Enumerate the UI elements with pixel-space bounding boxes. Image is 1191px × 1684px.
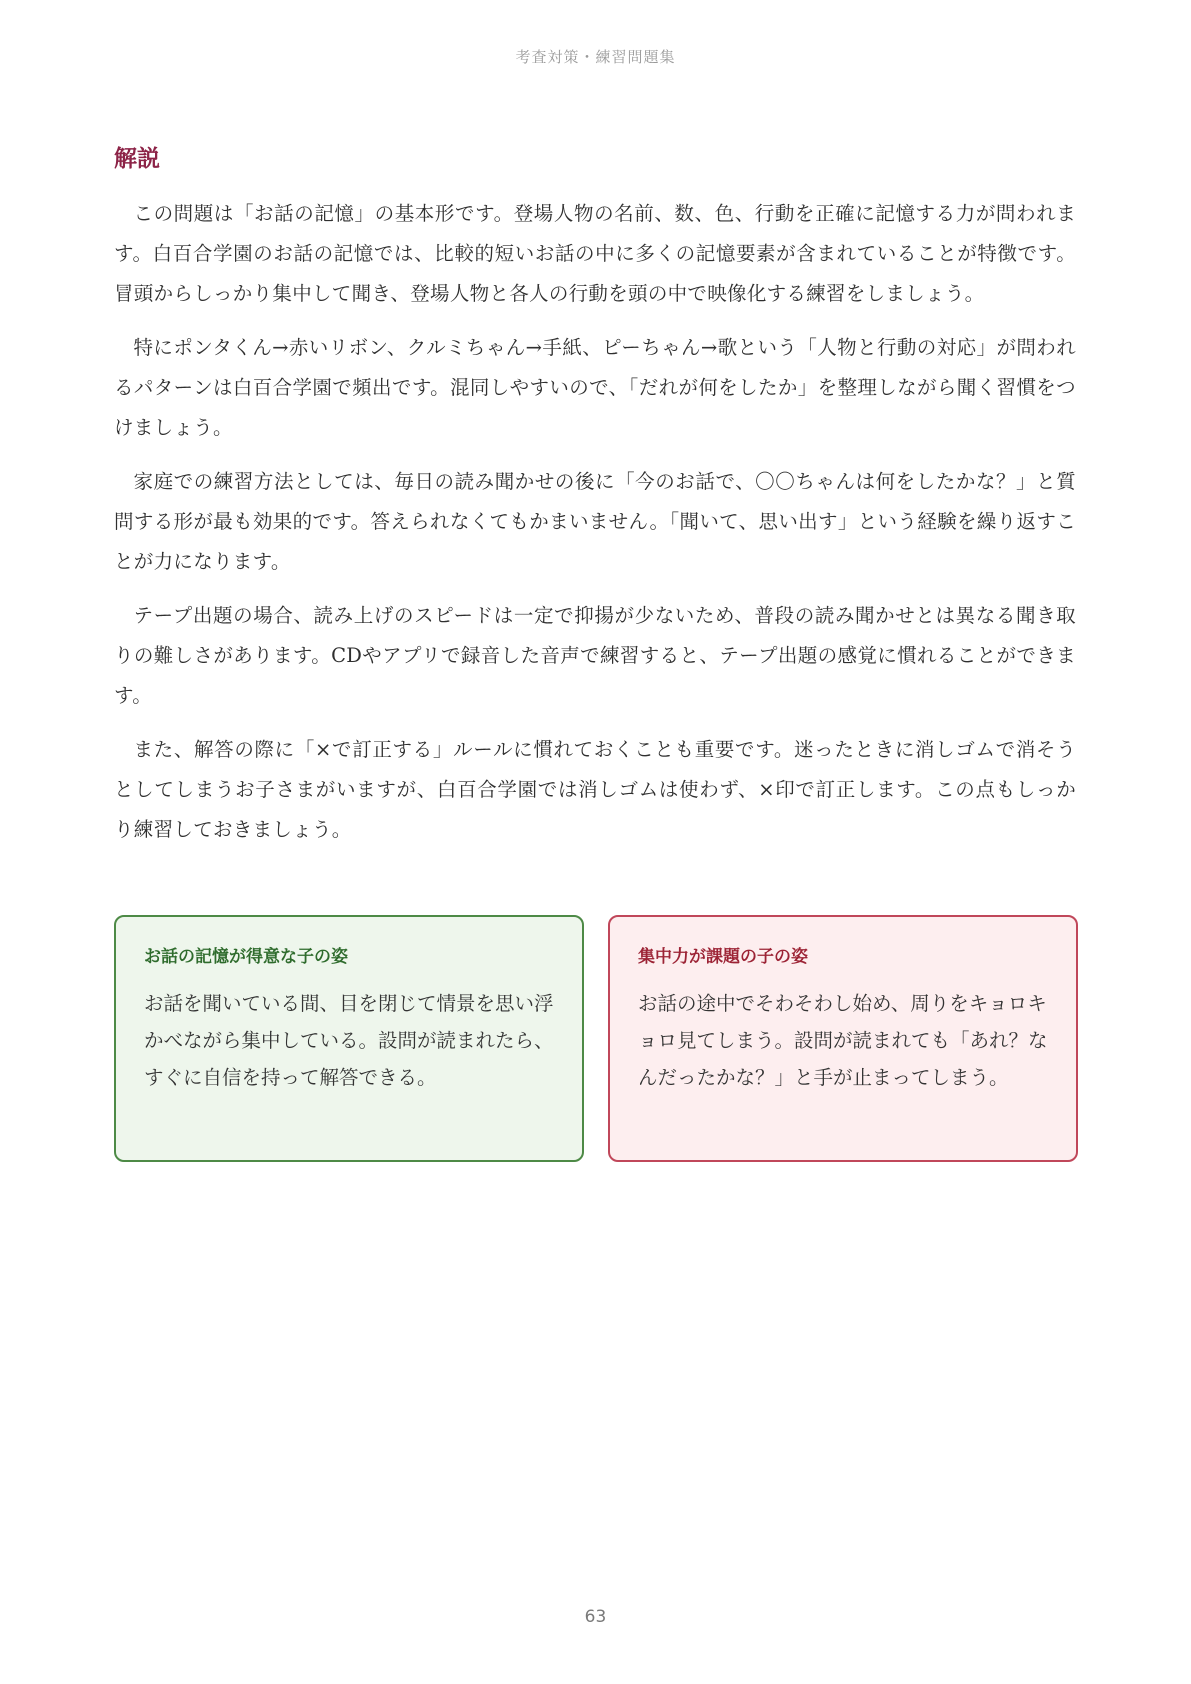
paragraph-3: 家庭での練習方法としては、毎日の読み聞かせの後に「今のお話で、〇〇ちゃんは何をしたかな？」と質問する形が最も効果的です。答えられなくてもかまいません。「聞いて、思い出す」という経験を繰り返すことが力になります。 xyxy=(114,470,1076,573)
good-example-body: お話を聞いている間、目を閉じて情景を思い浮かべながら集中している。設問が読まれたら、すぐに自信を持って解答できる。 xyxy=(144,992,554,1089)
paragraph-4: テープ出題の場合、読み上げのスピードは一定で抑揚が少ないため、普段の読み聞かせとは異なる聞き取りの難しさがあります。CDやアプリで録音した音声で練習すると、テープ出題の感覚に慣れることができます。 xyxy=(114,604,1076,707)
challenge-example-body: お話の途中でそわそわし始め、周りをキョロキョロ見てしまう。設問が読まれても「あれ？なんだったかな？」と手が止まってしまう。 xyxy=(638,992,1048,1089)
challenge-example-title: 集中力が課題の子の姿 xyxy=(638,947,808,967)
section-title: 解説 xyxy=(114,146,160,172)
challenge-example-box xyxy=(608,915,1078,1162)
running-header: 考査対策・練習問題集 xyxy=(515,48,676,66)
paragraph-2: 特にポンタくん→赤いリボン、クルミちゃん→手紙、ピーちゃん→歌という「人物と行動の対応」が問われるパターンは白百合学園で頻出です。混同しやすいので、「だれが何をしたか」を整理しながら聞く習慣をつけましょう。 xyxy=(114,336,1076,439)
comparison-boxes xyxy=(114,915,1078,1162)
good-example-title: お話の記憶が得意な子の姿 xyxy=(144,947,348,967)
good-example-box xyxy=(114,915,584,1162)
paragraph-5: また、解答の際に「×で訂正する」ルールに慣れておくことも重要です。迷ったときに消しゴムで消そうとしてしまうお子さまがいますが、白百合学園では消しゴムは使わず、×印で訂正します。この点もしっかり練習しておきましょう。 xyxy=(114,738,1076,841)
explanation-section xyxy=(114,142,1076,864)
paragraph-1: この問題は「お話の記憶」の基本形です。登場人物の名前、数、色、行動を正確に記憶する力が問われます。白百合学園のお話の記憶では、比較的短いお話の中に多くの記憶要素が含まれていることが特徴です。冒頭からしっかり集中して聞き、登場人物と各人の行動を頭の中で映像化する練習をしましょう。 xyxy=(114,202,1076,305)
page-number: 63 xyxy=(584,1607,607,1627)
